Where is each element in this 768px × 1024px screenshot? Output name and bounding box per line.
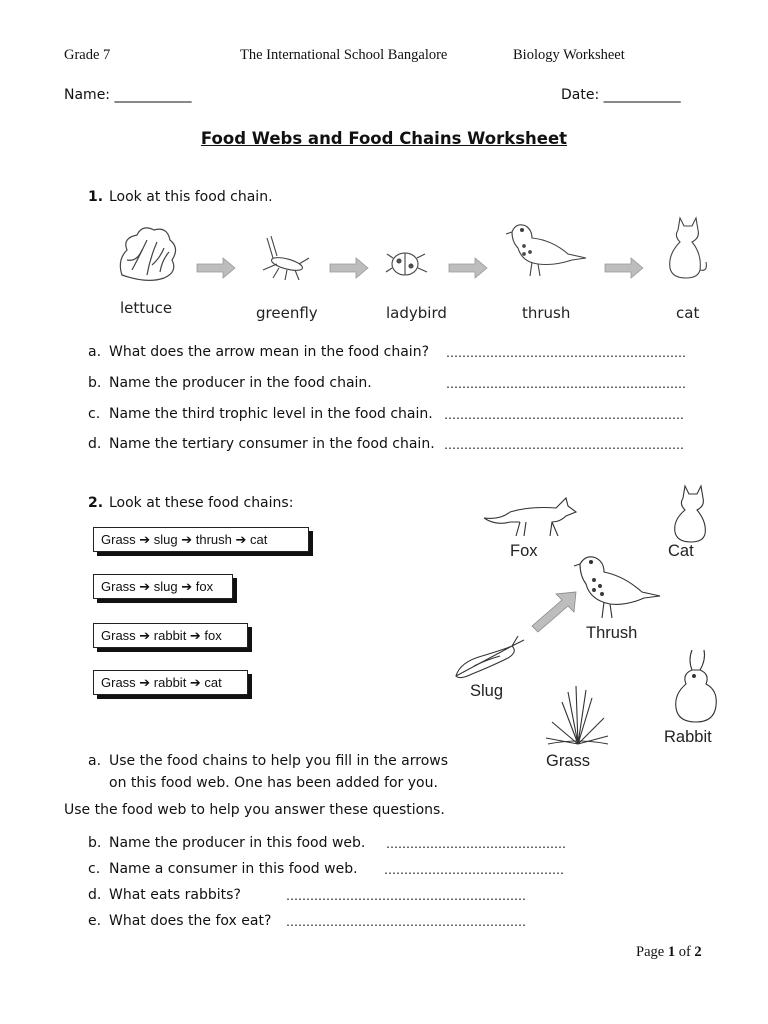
q2d-letter: d. [88, 887, 102, 903]
cat-icon [662, 214, 712, 282]
web-label-slug: Slug [470, 682, 504, 700]
slug-icon [452, 632, 532, 682]
q1-prompt: Look at this food chain. [109, 189, 273, 205]
food-chain-figure [100, 212, 720, 327]
q1d-answer-line[interactable]: …………………………………………………… [444, 438, 684, 452]
subject-label: Biology Worksheet [513, 47, 625, 63]
thrush-icon [502, 218, 587, 278]
rabbit-icon [666, 646, 726, 726]
given-arrow-icon [528, 588, 588, 638]
chain-label-cat: cat [676, 304, 700, 322]
q2d-answer-line[interactable]: …………………………………………………… [286, 889, 526, 903]
q1a-answer-line[interactable]: …………………………………………………… [446, 346, 686, 360]
q1b-answer-line[interactable]: …………………………………………………… [446, 377, 686, 391]
q1a-letter: a. [88, 344, 102, 360]
q2e-text: What does the fox eat? [109, 913, 272, 929]
greenfly-icon [255, 234, 315, 284]
q2-instruction: Use the food web to help you answer these questions. [64, 802, 445, 818]
food-chain-box: Grass ➔ rabbit ➔ cat [93, 670, 248, 695]
web-label-grass: Grass [546, 752, 591, 770]
q2c-answer-line[interactable]: ……………………………………… [384, 863, 564, 877]
q1-number: 1. [88, 189, 104, 205]
web-label-cat: Cat [668, 542, 694, 560]
q2c-text: Name a consumer in this food web. [109, 861, 358, 877]
q2a-text-line2: on this food web. One has been added for you. [109, 775, 438, 791]
q1c-letter: c. [88, 406, 101, 422]
of-word: of [678, 944, 691, 960]
web-label-fox: Fox [510, 542, 538, 560]
food-chain-box: Grass ➔ slug ➔ thrush ➔ cat [93, 527, 309, 552]
chain-label-lettuce: lettuce [120, 299, 173, 317]
q1b-letter: b. [88, 375, 102, 391]
page-title: Food Webs and Food Chains Worksheet [200, 129, 568, 148]
q1a-text: What does the arrow mean in the food chain? [109, 344, 430, 360]
page-current: 1 [667, 944, 676, 960]
q2a-letter: a. [88, 753, 102, 769]
q2b-text: Name the producer in this food web. [109, 835, 366, 851]
chain-label-thrush: thrush [522, 304, 571, 322]
q2d-text: What eats rabbits? [109, 887, 241, 903]
arrow-icon [330, 258, 370, 278]
food-web-figure [440, 480, 730, 780]
q2b-answer-line[interactable]: ……………………………………… [386, 837, 566, 851]
q1d-text: Name the tertiary consumer in the food chain. [109, 436, 435, 452]
q2b-letter: b. [88, 835, 102, 851]
school-name: The International School Bangalore [240, 47, 448, 63]
q1d-letter: d. [88, 436, 102, 452]
food-chain-box: Grass ➔ rabbit ➔ fox [93, 623, 248, 648]
food-chain-box: Grass ➔ slug ➔ fox [93, 574, 233, 599]
grass-icon [542, 682, 612, 748]
page-total: 2 [694, 944, 702, 960]
q1c-answer-line[interactable]: …………………………………………………… [444, 408, 684, 422]
arrow-icon [449, 258, 489, 278]
page-number [636, 944, 702, 961]
cat-icon [665, 482, 715, 544]
chain-label-greenfly: greenfly [256, 304, 318, 322]
q1b-text: Name the producer in the food chain. [109, 375, 372, 391]
q2e-answer-line[interactable]: …………………………………………………… [286, 915, 526, 929]
grade-label: Grade 7 [64, 47, 111, 63]
web-label-rabbit: Rabbit [664, 728, 712, 746]
q2a-text-line1: Use the food chains to help you fill in the arrows [109, 753, 449, 769]
q2-prompt: Look at these food chains: [109, 495, 294, 511]
q2-number: 2. [88, 495, 104, 511]
q1c-text: Name the third trophic level in the food chain. [109, 406, 433, 422]
web-label-thrush: Thrush [586, 624, 638, 642]
date-field[interactable]: Date: ___________ [561, 87, 681, 103]
fox-icon [480, 492, 580, 542]
arrow-icon [197, 258, 237, 278]
arrow-icon [605, 258, 645, 278]
page-word: Page [636, 944, 665, 960]
q2e-letter: e. [88, 913, 102, 929]
chain-label-ladybird: ladybird [386, 304, 447, 322]
ladybird-icon [385, 244, 430, 284]
q2c-letter: c. [88, 861, 101, 877]
name-field[interactable]: Name: ___________ [64, 87, 192, 103]
lettuce-icon [112, 220, 182, 290]
